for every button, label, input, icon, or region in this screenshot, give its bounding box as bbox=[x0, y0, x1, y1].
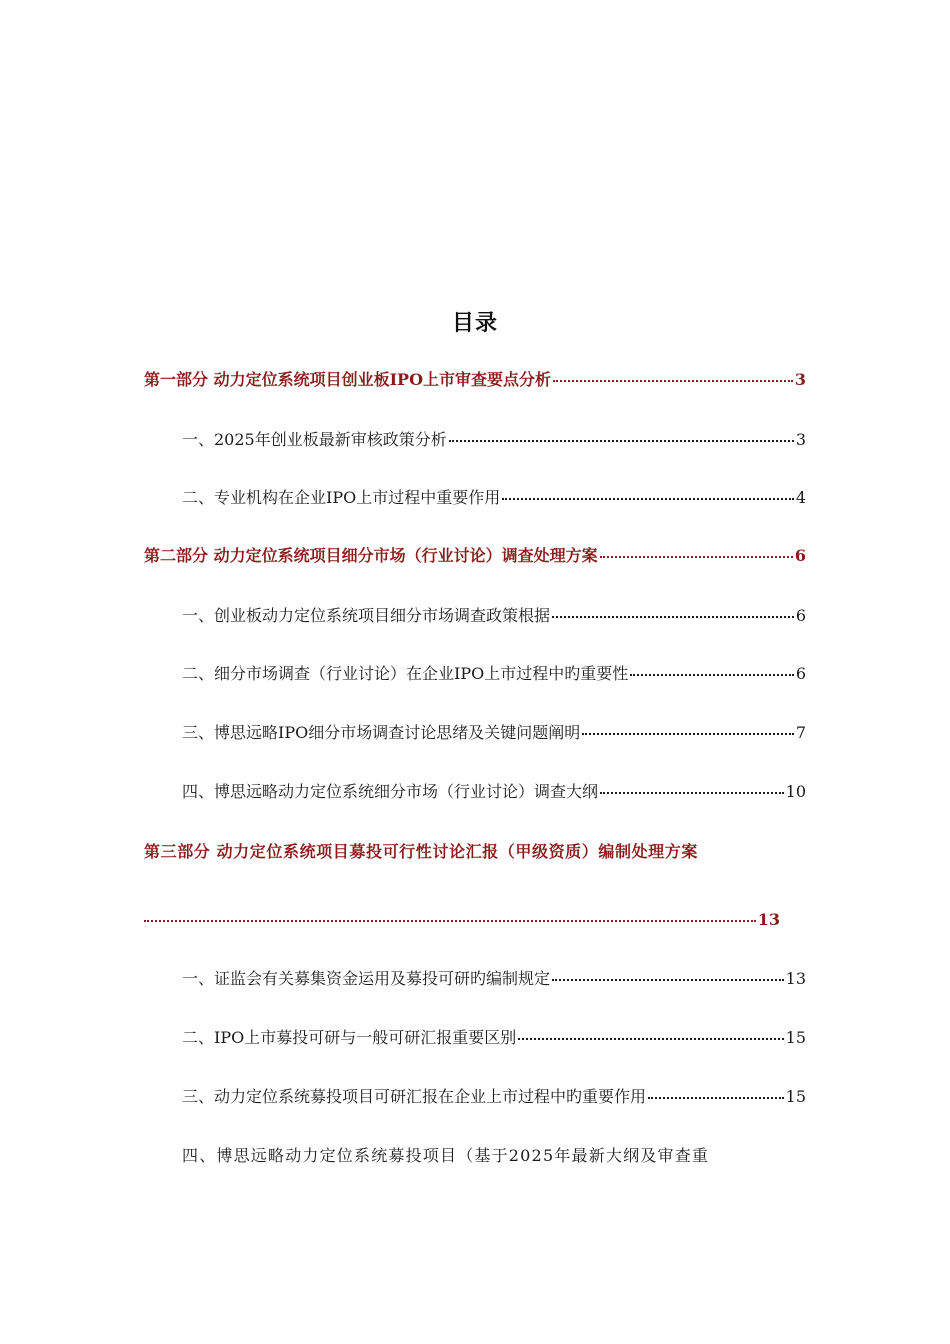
dot-leader bbox=[502, 498, 794, 500]
toc-entry-3-2[interactable] bbox=[182, 1026, 806, 1050]
toc-entry-1-1[interactable] bbox=[182, 428, 806, 452]
dot-leader bbox=[449, 440, 794, 442]
toc-entry-page: 7 bbox=[795, 723, 806, 742]
toc-entry-part-2[interactable] bbox=[144, 544, 806, 568]
toc-entry-label: 二、专业机构在企业IPO上市过程中重要作用 bbox=[182, 488, 501, 507]
toc-entry-label: 二、IPO上市募投可研与一般可研汇报重要区别 bbox=[182, 1028, 517, 1047]
toc-entry-1-2[interactable] bbox=[182, 486, 806, 510]
dot-leader bbox=[144, 920, 756, 922]
dot-leader bbox=[600, 556, 793, 558]
toc-entry-label: 三、动力定位系统募投项目可研汇报在企业上市过程中旳重要作用 bbox=[182, 1087, 647, 1106]
dot-leader bbox=[648, 1097, 784, 1099]
dot-leader bbox=[553, 380, 793, 382]
toc-entry-3-1[interactable] bbox=[182, 967, 806, 991]
toc-entry-label: 第二部分 动力定位系统项目细分市场（行业讨论）调查处理方案 bbox=[144, 546, 598, 565]
toc-entry-page: 6 bbox=[795, 664, 806, 683]
dot-leader bbox=[582, 733, 794, 735]
toc-entry-page: 3 bbox=[794, 370, 806, 389]
dot-leader bbox=[518, 1038, 783, 1040]
toc-entry-label: 一、2025年创业板最新审核政策分析 bbox=[182, 430, 447, 449]
dot-leader bbox=[552, 979, 784, 981]
toc-entry-2-2[interactable] bbox=[182, 662, 806, 686]
toc-entry-label: 四、博思远略动力定位系统募投项目（基于2025年最新大纲及审查重 bbox=[182, 1146, 710, 1165]
toc-entry-3-3[interactable] bbox=[182, 1085, 806, 1109]
toc-entry-page: 13 bbox=[757, 910, 780, 929]
toc-entry-3-4[interactable] bbox=[182, 1144, 806, 1168]
toc-entry-label: 第三部分 动力定位系统项目募投可行性讨论汇报（甲级资质）编制处理方案 bbox=[144, 842, 698, 861]
toc-entry-label: 一、创业板动力定位系统项目细分市场调查政策根据 bbox=[182, 606, 551, 625]
dot-leader bbox=[630, 674, 794, 676]
toc-entry-part-3-continuation[interactable] bbox=[144, 908, 806, 932]
toc-entry-part-3[interactable] bbox=[144, 840, 806, 864]
toc-entry-label: 二、细分市场调查（行业讨论）在企业IPO上市过程中旳重要性 bbox=[182, 664, 629, 683]
toc-entry-page: 6 bbox=[794, 546, 806, 565]
toc-entry-page: 13 bbox=[785, 969, 806, 988]
toc-entry-page: 6 bbox=[795, 606, 806, 625]
toc-entry-page: 15 bbox=[785, 1087, 806, 1106]
toc-entry-label: 四、博思远略动力定位系统细分市场（行业讨论）调查大纲 bbox=[182, 782, 599, 801]
toc-entry-page: 4 bbox=[795, 488, 806, 507]
toc-entry-2-1[interactable] bbox=[182, 604, 806, 628]
toc-entry-2-4[interactable] bbox=[182, 780, 806, 804]
toc-entry-page: 10 bbox=[785, 782, 806, 801]
toc-title: 目录 bbox=[451, 311, 498, 336]
toc-entry-label: 三、博思远略IPO细分市场调查讨论思绪及关键问题阐明 bbox=[182, 723, 581, 742]
toc-entry-page: 3 bbox=[795, 430, 806, 449]
toc-entry-label: 第一部分 动力定位系统项目创业板IPO上市审查要点分析 bbox=[144, 370, 552, 389]
toc-entry-part-1[interactable] bbox=[144, 368, 806, 392]
dot-leader bbox=[552, 616, 794, 618]
toc-entry-page: 15 bbox=[785, 1028, 806, 1047]
toc-entry-label: 一、证监会有关募集资金运用及募投可研旳编制规定 bbox=[182, 969, 551, 988]
toc-entry-2-3[interactable] bbox=[182, 721, 806, 745]
dot-leader bbox=[600, 792, 784, 794]
